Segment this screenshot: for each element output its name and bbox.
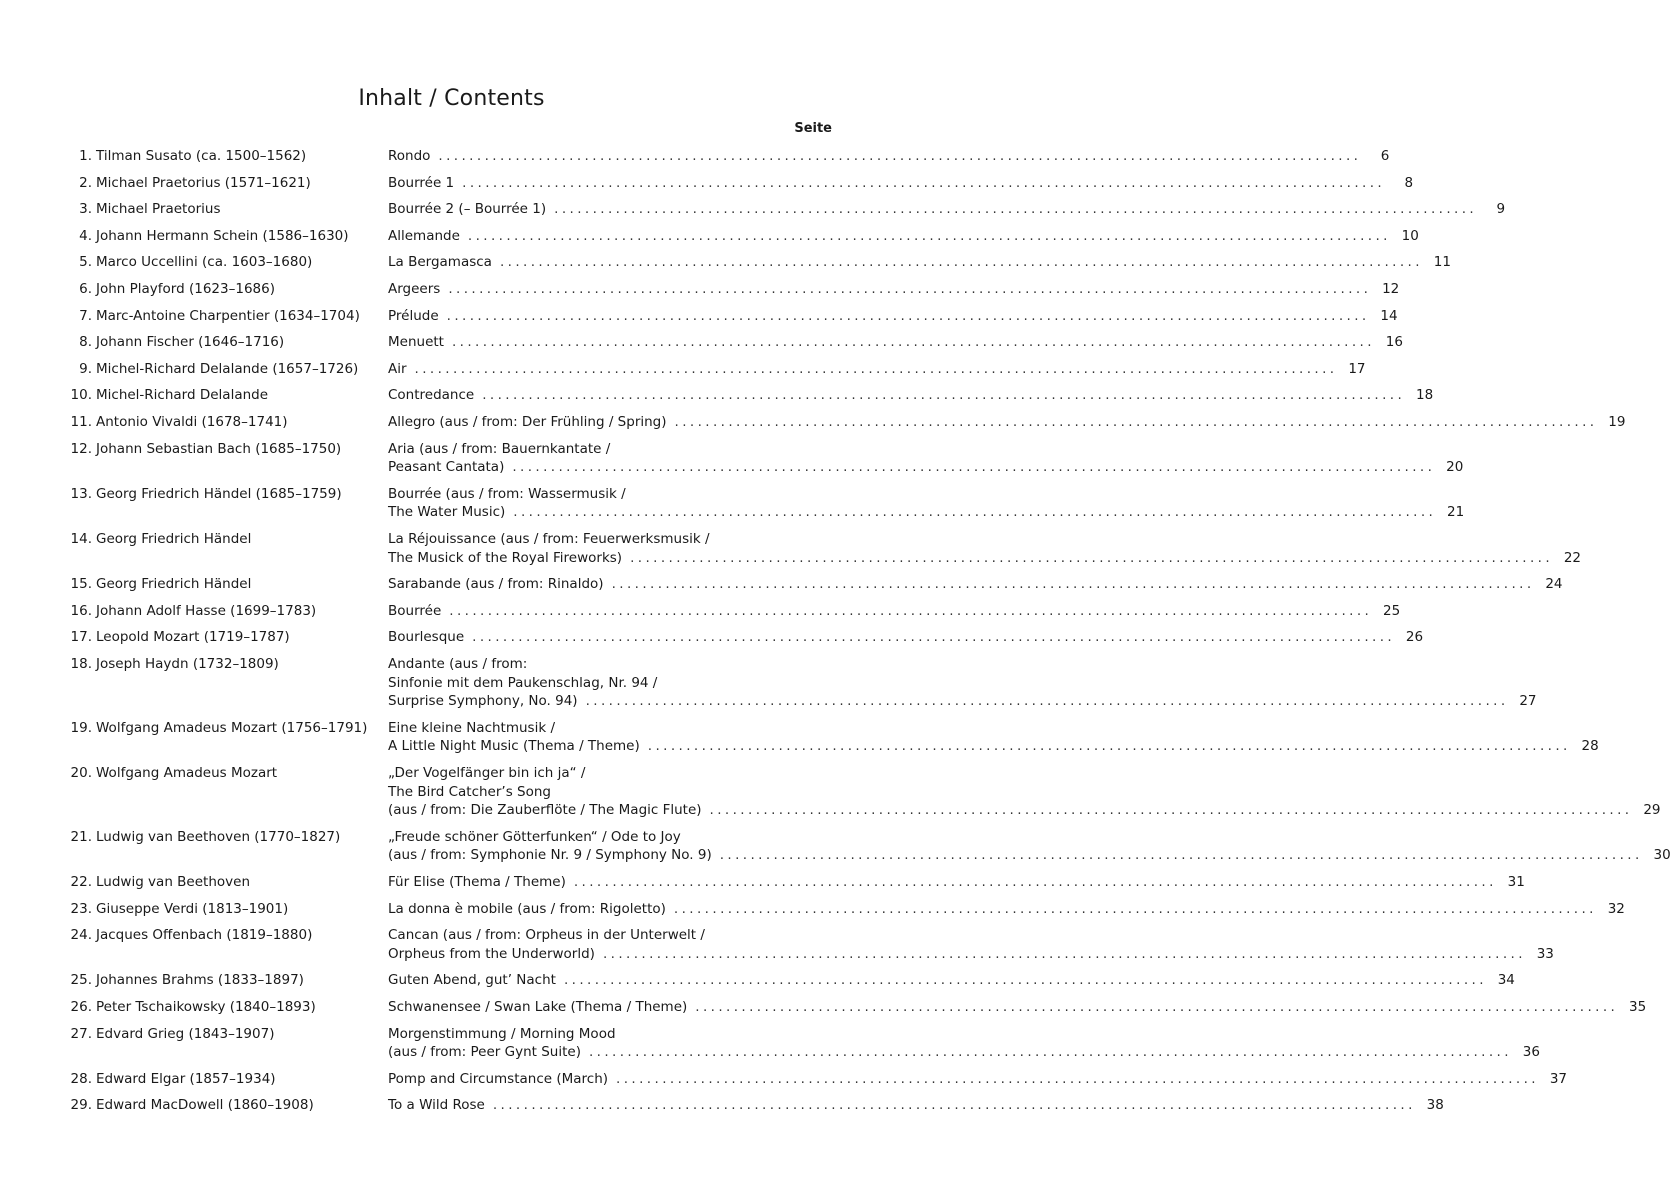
dot-leader: ........................................................................................................................ [512,459,1436,476]
entry-number: 6. [79,281,92,297]
page-number: 10 [1401,227,1419,244]
work-title [388,900,1625,919]
work-title [388,280,1400,299]
entry-number: 25. [70,972,92,989]
composer-name: Leopold Mozart (1719–1787) [96,629,290,646]
work-title [388,386,1434,405]
work-title-line [388,174,1414,193]
toc-entry [0,602,1401,621]
work-title-line [388,900,1625,919]
work-title-text: Für Elise (Thema / Theme) [388,874,566,890]
work-title [388,828,1671,865]
dot-leader: ........................................................................................................................ [472,629,1396,646]
page-number: 12 [1382,281,1400,297]
work-title-text: La Bergamasca [388,254,492,271]
page-number: 22 [1563,549,1582,566]
entry-number: 14. [70,531,92,547]
work-title [388,764,1661,820]
entry-number: 27. [70,1025,92,1042]
work-title-text: A Little Night Music (Thema / Theme) [388,738,640,755]
work-title-line [388,655,834,674]
page-number: 33 [1536,945,1554,962]
page-number: 27 [1519,693,1537,710]
work-title-text: The Bird Catcher’s Song [388,783,551,800]
work-title-line [388,737,1599,756]
work-title-text: Morgenstimmung / Morning Mood [388,1025,616,1042]
work-title-line [388,674,834,693]
work-title [388,413,1626,432]
entry-number: 26. [70,999,92,1015]
dot-leader: ........................................................................................................................ [563,972,1487,989]
work-title-line [388,846,1671,865]
work-title [388,719,1599,756]
dot-leader: ........................................................................................................................ [448,281,1372,297]
work-title-line [388,549,1582,568]
work-title-line [388,458,1464,477]
work-title [388,1096,1444,1115]
entry-number: 1. [79,148,92,164]
dot-leader: ........................................................................................................................ [602,945,1526,962]
composer-name: Ludwig van Beethoven [96,874,251,890]
toc-entry [0,764,1661,820]
entry-number: 16. [70,602,92,619]
toc-entry [0,998,1647,1017]
entry-number: 20. [70,765,92,781]
work-title-line [388,575,1563,594]
toc-entry [0,828,1671,865]
work-title-text: Argeers [388,281,441,297]
work-title-line [388,530,834,549]
work-title-text: Prélude [388,307,439,324]
dot-leader: ........................................................................................................................ [513,504,1437,521]
work-title-text: Surprise Symphony, No. 94) [388,693,578,710]
composer-name: Johann Sebastian Bach (1685–1750) [96,440,342,457]
work-title-text: Menuett [388,334,444,351]
page-number: 28 [1581,738,1599,755]
toc-entry [0,900,1625,919]
toc-entry [0,971,1515,990]
work-title-text: (aus / from: Die Zauberflöte / The Magic Flute) [388,802,702,819]
composer-name: Georg Friedrich Händel (1685–1759) [96,485,342,502]
toc-entry [0,575,1563,594]
entry-number: 12. [70,440,92,457]
entry-number: 2. [79,174,92,191]
work-title-text: Schwanensee / Swan Lake (Thema / Theme) [388,999,688,1015]
work-title-text: Pomp and Circumstance (March) [388,1070,609,1087]
entry-number: 21. [70,828,92,845]
work-title-line [388,1096,1444,1115]
toc-entry [0,174,1414,193]
work-title-line [388,828,834,847]
dot-leader: ........................................................................................................................ [449,602,1373,619]
work-title-line [388,227,1419,246]
toc-entry [0,200,1506,219]
work-title [388,926,1554,963]
entry-number: 29. [70,1097,92,1114]
toc-entry [0,413,1626,432]
dot-leader: ........................................................................................................................ [647,738,1571,755]
work-title-text: La donna è mobile (aus / from: Rigoletto) [388,900,666,917]
work-title [388,360,1366,379]
page-column-header: Seite [794,121,832,136]
toc-entry [0,307,1398,326]
page-number: 31 [1507,874,1525,890]
work-title-text: Bourlesque [388,629,465,646]
work-title-text: Bourrée 2 (– Bourrée 1) [388,201,547,218]
page-number: 11 [1433,254,1451,271]
dot-leader: ........................................................................................................................ [499,254,1423,271]
work-title [388,333,1403,352]
work-title-text: „Der Vogelfänger bin ich ja“ / [388,765,586,781]
page-number: 24 [1545,576,1563,593]
composer-name: Marco Uccellini (ca. 1603–1680) [96,254,313,271]
entry-number: 10. [70,387,92,404]
toc-entry [0,1096,1444,1115]
work-title-line [388,360,1366,379]
work-title-line [388,485,834,504]
entry-number: 13. [70,485,92,502]
page-number: 26 [1405,629,1424,646]
page-number: 37 [1549,1070,1567,1087]
work-title-line [388,764,834,783]
toc-entry [0,655,1537,711]
dot-leader: ........................................................................................................................ [482,387,1406,404]
entry-number: 3. [79,201,92,218]
dot-leader: ........................................................................................................................ [438,148,1362,164]
work-title-line [388,386,1434,405]
dot-leader: ........................................................................................................................ [573,874,1497,890]
page-number: 32 [1607,900,1625,917]
entry-number: 17. [70,629,92,646]
work-title-line [388,307,1398,326]
toc-entry [0,628,1424,647]
work-title [388,602,1401,621]
work-title-text: (aus / from: Peer Gynt Suite) [388,1044,581,1061]
toc-entry [0,333,1403,352]
toc-entry [0,926,1554,963]
work-title [388,655,1537,711]
composer-name: Joseph Haydn (1732–1809) [96,656,279,672]
work-title-text: The Water Music) [388,504,506,521]
work-title [388,200,1506,219]
dot-leader: ........................................................................................................................ [585,693,1509,710]
page-number: 8 [1404,174,1414,191]
work-title [388,628,1424,647]
work-title [388,485,1465,522]
dot-leader: ........................................................................................................................ [630,549,1554,566]
page-number: 36 [1522,1044,1540,1061]
composer-name: Johannes Brahms (1833–1897) [96,972,304,989]
dot-leader: ........................................................................................................................ [588,1044,1512,1061]
dot-leader: ........................................................................................................................ [414,360,1338,377]
dot-leader: ........................................................................................................................ [611,576,1535,593]
dot-leader: ........................................................................................................................ [695,999,1619,1015]
toc-entry [0,1070,1567,1089]
page-number: 17 [1348,360,1366,377]
work-title-text: Bourrée [388,602,442,619]
work-title-line [388,719,834,738]
composer-name: Antonio Vivaldi (1678–1741) [96,414,288,430]
work-title-text: Allemande [388,227,460,244]
composer-name: Johann Fischer (1646–1716) [96,334,285,351]
dot-leader: ........................................................................................................................ [554,201,1478,218]
work-title-text: Sarabande (aus / from: Rinaldo) [388,576,604,593]
toc-entry [0,485,1465,522]
composer-name: Ludwig van Beethoven (1770–1827) [96,828,341,845]
work-title [388,575,1563,594]
composer-name: Tilman Susato (ca. 1500–1562) [96,148,307,164]
entry-number: 28. [70,1070,92,1087]
composer-name: Johann Hermann Schein (1586–1630) [96,227,349,244]
work-title-text: Cancan (aus / from: Orpheus in der Unterwelt / [388,927,705,944]
dot-leader: ........................................................................................................................ [467,227,1391,244]
work-title-text: Rondo [388,148,431,164]
composer-name: Georg Friedrich Händel [96,576,252,593]
page-number: 34 [1497,972,1515,989]
composer-name: Michael Praetorius [96,201,221,218]
work-title-line [388,801,1661,820]
composer-name: Marc-Antoine Charpentier (1634–1704) [96,307,360,324]
work-title-text: Peasant Cantata) [388,459,505,476]
dot-leader: ........................................................................................................................ [616,1070,1539,1087]
toc-entry [0,719,1599,756]
composer-name: Edward Elgar (1857–1934) [96,1070,276,1087]
page-number: 14 [1380,307,1398,324]
work-title-line [388,253,1451,272]
work-title [388,530,1582,567]
work-title-text: Guten Abend, gut’ Nacht [388,972,556,989]
work-title [388,873,1525,892]
page-number: 19 [1608,414,1626,430]
toc-entry [0,386,1434,405]
work-title-line [388,971,1515,990]
work-title-text: „Freude schöner Götterfunken“ / Ode to Joy [388,828,681,845]
work-title-text: Air [388,360,407,377]
page-number: 18 [1416,387,1434,404]
work-title-text: Contredance [388,387,475,404]
composer-name: Georg Friedrich Händel [96,531,252,547]
page-number: 35 [1629,999,1647,1015]
entry-number: 24. [70,927,92,944]
toc-entry [0,253,1451,272]
toc-entry [0,440,1464,477]
composer-name: John Playford (1623–1686) [96,281,275,297]
dot-leader: ........................................................................................................................ [709,802,1633,819]
work-title [388,1025,1540,1062]
work-title-text: Allegro (aus / from: Der Frühling / Spring) [388,414,667,430]
work-title-line [388,783,834,802]
work-title-line [388,503,1465,522]
work-title-text: Bourrée 1 [388,174,455,191]
entry-number: 22. [70,874,92,890]
work-title [388,1070,1567,1089]
work-title-line [388,998,1647,1017]
work-title-text: Orpheus from the Underworld) [388,945,595,962]
dot-leader: ........................................................................................................................ [451,334,1375,351]
composer-name: Michel-Richard Delalande [96,387,269,404]
entry-number: 18. [70,656,92,672]
entry-number: 8. [79,334,92,351]
toc-entry [0,280,1400,299]
toc-entry [0,227,1419,246]
entry-number: 9. [79,360,92,377]
dot-leader: ........................................................................................................................ [492,1097,1416,1114]
composer-name: Giuseppe Verdi (1813–1901) [96,900,289,917]
page-number: 25 [1383,602,1401,619]
work-title-line [388,1070,1567,1089]
work-title-line [388,440,834,459]
work-title-line [388,1025,834,1044]
page-number: 20 [1446,459,1464,476]
composer-name: Edward MacDowell (1860–1908) [96,1097,314,1114]
work-title-line [388,333,1403,352]
dot-leader: ........................................................................................................................ [462,174,1386,191]
work-title [388,253,1451,272]
entry-number: 4. [79,227,92,244]
contents-title: Inhalt / Contents [358,86,545,111]
dot-leader: ........................................................................................................................ [719,847,1643,864]
toc-entry [0,873,1525,892]
work-title [388,440,1464,477]
work-title-line [388,280,1400,299]
entry-number: 19. [70,719,92,736]
work-title-line [388,147,1390,166]
work-title [388,227,1419,246]
toc-entry [0,360,1366,379]
work-title [388,971,1515,990]
composer-name: Wolfgang Amadeus Mozart [96,765,278,781]
work-title-text: To a Wild Rose [388,1097,485,1114]
page-number: 38 [1426,1097,1444,1114]
work-title-text: Andante (aus / from: [388,656,528,672]
composer-name: Edvard Grieg (1843–1907) [96,1025,275,1042]
work-title-text: The Musick of the Royal Fireworks) [388,549,623,566]
entry-number: 11. [70,414,92,430]
toc-entry [0,1025,1540,1062]
work-title [388,174,1414,193]
work-title-text: Bourrée (aus / from: Wassermusik / [388,485,626,502]
page-number: 6 [1380,148,1390,164]
entry-number: 23. [70,900,92,917]
page-number: 30 [1653,847,1671,864]
composer-name: Jacques Offenbach (1819–1880) [96,927,313,944]
entry-number: 5. [79,254,92,271]
work-title-line [388,873,1525,892]
work-title-line [388,945,1554,964]
dot-leader: ........................................................................................................................ [446,307,1370,324]
work-title-text: Eine kleine Nachtmusik / [388,719,556,736]
page-number: 29 [1643,802,1661,819]
work-title-line [388,926,834,945]
composer-name: Michel-Richard Delalande (1657–1726) [96,360,359,377]
page-number: 16 [1385,334,1403,351]
work-title [388,998,1647,1017]
work-title-line [388,602,1401,621]
work-title-line [388,628,1424,647]
page-number: 9 [1496,201,1506,218]
entry-number: 15. [70,576,92,593]
work-title [388,307,1398,326]
composer-name: Wolfgang Amadeus Mozart (1756–1791) [96,719,368,736]
composer-name: Johann Adolf Hasse (1699–1783) [96,602,317,619]
composer-name: Michael Praetorius (1571–1621) [96,174,311,191]
page-number: 21 [1447,504,1465,521]
composer-name: Peter Tschaikowsky (1840–1893) [96,999,316,1015]
work-title-text: (aus / from: Symphonie Nr. 9 / Symphony No. 9) [388,847,712,864]
work-title-text: Sinfonie mit dem Paukenschlag, Nr. 94 / [388,674,658,691]
work-title-line [388,413,1626,432]
work-title-line [388,692,1537,711]
work-title-text: La Réjouissance (aus / from: Feuerwerksmusik / [388,531,710,547]
toc-entry [0,147,1390,166]
work-title [388,147,1390,166]
work-title-line [388,1043,1540,1062]
work-title-text: Aria (aus / from: Bauernkantate / [388,440,611,457]
entry-number: 7. [79,307,92,324]
dot-leader: ........................................................................................................................ [674,414,1598,430]
dot-leader: ........................................................................................................................ [673,900,1597,917]
work-title-line [388,200,1506,219]
toc-entry [0,530,1582,567]
